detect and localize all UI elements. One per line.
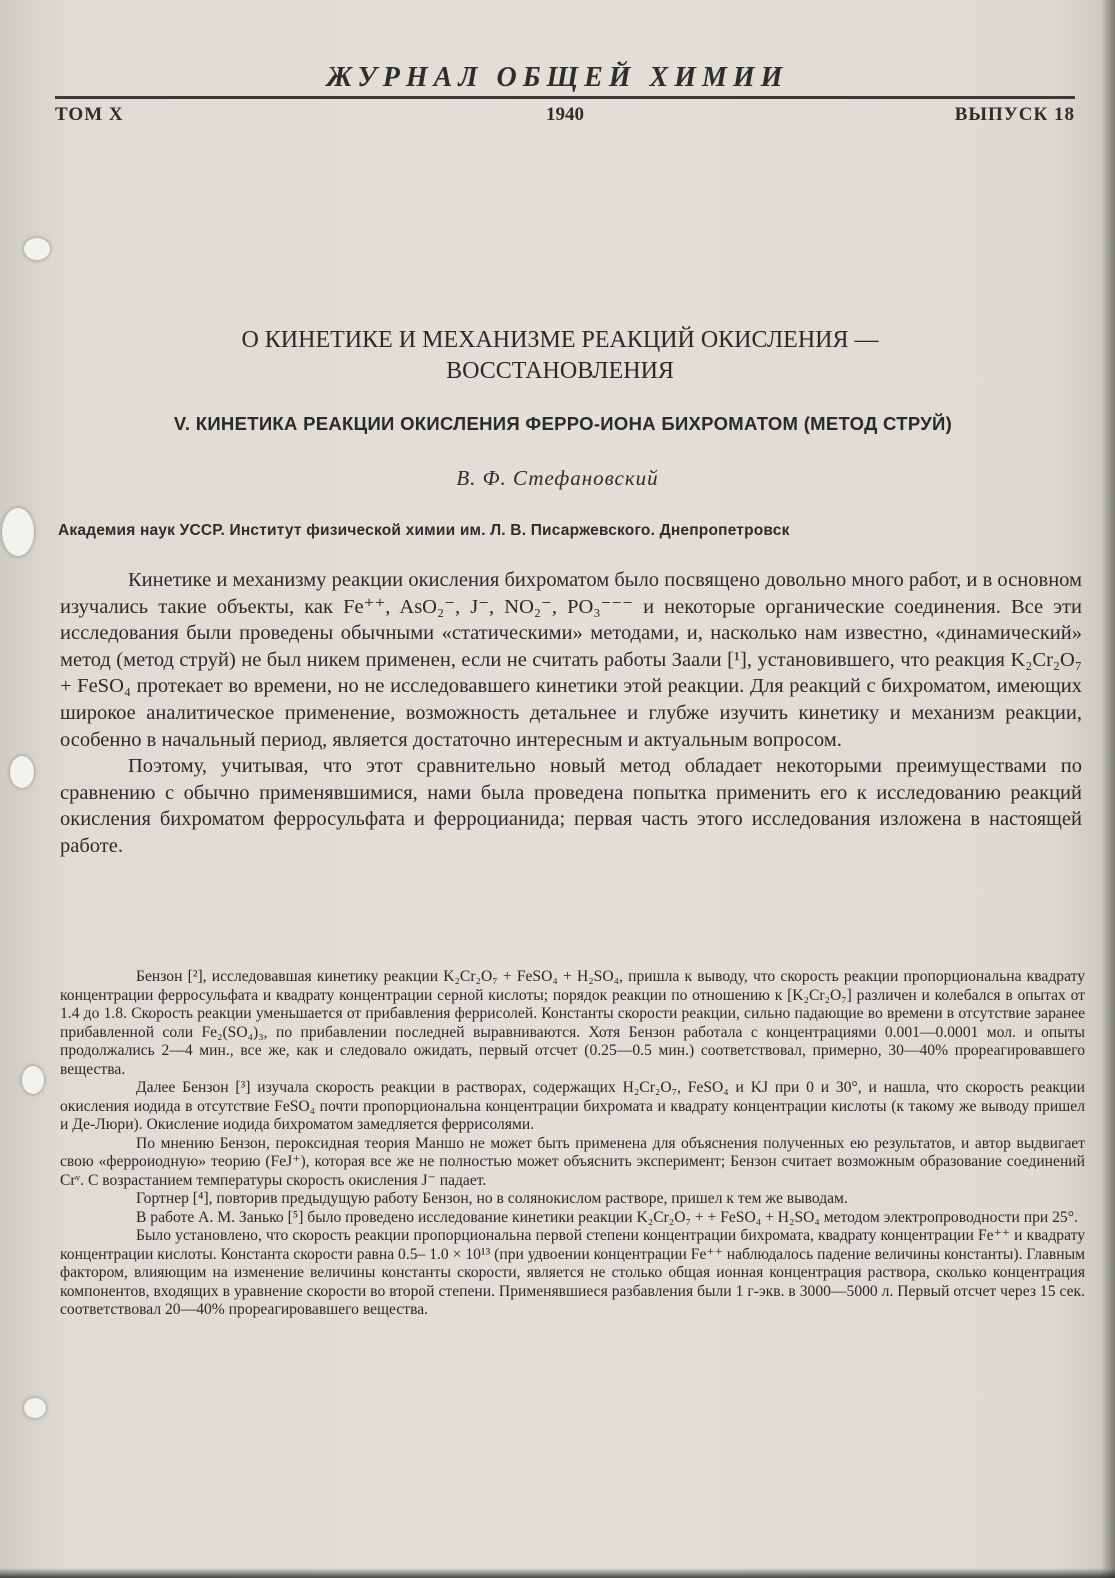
header-rule-top xyxy=(55,96,1075,99)
paper-speck xyxy=(24,1398,46,1418)
page-bottom-shadow xyxy=(0,1568,1115,1578)
page-edge-shadow xyxy=(1101,0,1115,1578)
body-paragraph: Поэтому, учитывая, что этот сравнительно новый метод обладает некоторыми преимуществами по сравнению с обычно применявшимися, нами была проведена попытка применить его к исследованию реакций окисления бихроматом ферросульфата и ферроцианида; первая часть этого исследования изложена в настоящей работе. xyxy=(60,755,1082,857)
paper-speck xyxy=(22,1066,44,1094)
issue-label: ВЫПУСК 18 xyxy=(954,104,1075,125)
review-paragraph: По мнению Бензон, пероксидная теория Маншо не может быть применена для объяснения полученных ею результатов, и автор выдвигает свою «ферроиодную» теорию (FeJ⁺), которая все же не полностью может объяснить эксперимент; Бензон считает возможным образование соединений Crᵛ. С возрастанием температуры скорость окисления J⁻ падает. xyxy=(60,1134,1085,1189)
journal-title: ЖУРНАЛ ОБЩЕЙ ХИМИИ xyxy=(326,62,789,93)
article-author: В. Ф. Стефановский xyxy=(456,466,659,490)
author-affiliation: Академия наук УССР. Институт физической химии им. Л. В. Писаржевского. Днепропетровск xyxy=(58,522,790,539)
review-paragraph: Далее Бензон [³] изучала скорость реакции в растворах, содержащих H₂Cr₂O₇, FeSO₄ и KJ при 0 и 30°, и нашла, что скорость реакции окисления иодида в отсутствие FeSO₄ почти пропорциональна концентрации бихромата и квадрату концентрации кислоты (к такому же выводу пришел и Де-Люри). Окисление иодида бихроматом замедляется феррисолями. xyxy=(60,1079,1085,1133)
article-title-line2: ВОССТАНОВЛЕНИЯ xyxy=(446,358,674,384)
paper-speck xyxy=(10,756,34,788)
review-paragraph: Гортнер [⁴], повторив предыдущую работу Бензон, но в солянокислом растворе, пришел к тем же выводам. xyxy=(136,1190,848,1207)
review-paragraph: Было установлено, что скорость реакции пропорциональна первой степени концентрации бихромата, квадрату концентрации Fe⁺⁺ и квадрату концентрации кислоты. Константа скорости равна 0.5– 1.0 × 10¹³ (при удвоении концентрации Fe⁺⁺ наблюдалось падение величины константы). Главным фактором, влияющим на изменение величины константы скорости, является не столько общая ионная концентрация раствора, сколько концентрация компонентов, входящих в уравнение скорости во второй степени. Применявшиеся разбавления были 1 г-экв. в 3000—5000 л. Первый отсчет через 15 сек. соответствовал 20—40% прореагировавшего вещества. xyxy=(60,1227,1085,1318)
introduction-section xyxy=(60,567,1082,860)
review-paragraph: В работе А. М. Занько [⁵] было проведено исследование кинетики реакции K₂Cr₂O₇ + + FeSO₄ + H₂SO₄ методом электропроводности при 25°. xyxy=(136,1208,1078,1226)
paper-speck xyxy=(24,238,50,260)
volume-label: ТОМ X xyxy=(55,104,124,125)
body-paragraph: Кинетике и механизму реакции окисления бихроматом было посвящено довольно много работ, и в основном изучались такие объекты, как Fe⁺⁺, AsO₂⁻, J⁻, NO₂⁻, PO₃⁻⁻⁻ и некоторые органические соединения. Все эти исследования были проведены обычными «статическими» методами, и, насколько нам известно, «динамический» метод (метод струй) не был никем применен, если не считать работы Заали [¹], установившего, что реакция K₂Cr₂O₇ + FeSO₄ протекает во времени, но не исследовавшего кинетики этой реакции. Для реакций с бихроматом, имеющих широкое аналитическое применение, возможность детальнее и глубже изучить кинетику и механизм реакции, особенно в начальный период, является достаточно интересным и актуальным вопросом. xyxy=(60,569,1082,751)
review-paragraph: Бензон [²], исследовавшая кинетику реакции K₂Cr₂O₇ + FeSO₄ + H₂SO₄, пришла к выводу, что скорость реакции пропорциональна квадрату концентрации ферросульфата и квадрату концентрации серной кислоты; порядок реакции по отношению к [K₂Cr₂O₇] различен и колебался в опытах от 1.4 до 1.8. Скорость реакции уменьшается от прибавления феррисолей. Константы скорости реакции, сильно падающие во времени в отсутствие заранее прибавленной соли Fe₂(SO₄)₃, по прибавлении последней выравниваются. Хотя Бензон работала с концентрациями 0.001—0.0001 мол. и опыты продолжались 2—4 мин., все же, как и следовало ожидать, первый отсчет (0.25—0.5 мин.) соответствовал, примерно, 30—40% прореагировавшего вещества. xyxy=(60,968,1085,1078)
article-subtitle: V. КИНЕТИКА РЕАКЦИИ ОКИСЛЕНИЯ ФЕРРО-ИОНА БИХРОМАТОМ (МЕТОД СТРУЙ) xyxy=(173,413,953,434)
paper-speck xyxy=(2,508,34,556)
year-label: 1940 xyxy=(546,104,584,125)
article-title-line1: О КИНЕТИКЕ И МЕХАНИЗМЕ РЕАКЦИЙ ОКИСЛЕНИЯ — xyxy=(241,327,879,353)
article-title xyxy=(100,325,1020,387)
literature-review-section xyxy=(60,968,1085,1320)
